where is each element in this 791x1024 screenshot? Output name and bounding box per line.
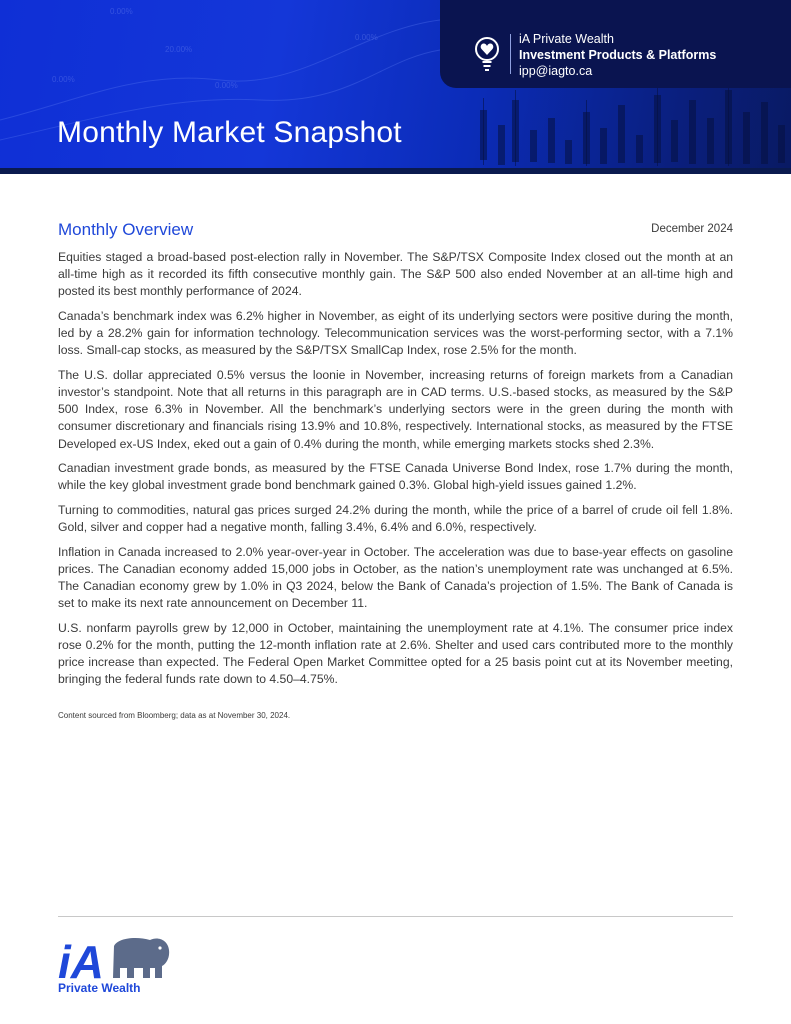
background-label: 0.00% (110, 7, 133, 16)
department-name: Investment Products & Platforms (519, 48, 717, 62)
company-name: iA Private Wealth (519, 32, 614, 46)
contact-email[interactable]: ipp@iagto.ca (519, 64, 593, 78)
paragraph: The U.S. dollar appreciated 0.5% versus the loonie in November, increasing returns of foreign markets from a Canadian investor’s standpoint. Note that all returns in this paragraph are in CAD terms. U.S.-based stocks, as measured by the S&P 500 Index, rose 6.3% in November. All the benchmark’s underlying sectors were in the green during the month with consumer discretionary and financials rising 13.9% and 10.8%, respectively. International stocks, as measured by the FTSE Developed ex-US Index, eked out a gain of 0.4% during the month, while emerging markets stocks shed 2.3%. (58, 367, 733, 451)
contact-info (519, 31, 716, 79)
paragraph: Equities staged a broad-based post-election rally in November. The S&P/TSX Composite Index closed out the month at an all-time high as it recorded its fifth consecutive monthly gain. The S&P 500 also ended November at an all-time high and posted its best monthly performance of 2024. (58, 250, 733, 299)
paragraph: Inflation in Canada increased to 2.0% year-over-year in October. The acceleration was due to base-year effects on gasoline prices. The Canadian economy added 15,000 jobs in October, as the nation’s unemployment rate was unchanged at 6.5%. The Canadian economy grew by 1.0% in Q3 2024, below the Bank of Canada’s projection of 1.5%. The Bank of Canada is set to make its next rate announcement on December 11. (58, 544, 733, 611)
overview-body (58, 249, 733, 696)
paragraph: Turning to commodities, natural gas prices surged 24.2% during the month, while the price of a barrel of crude oil fell 1.8%. Gold, silver and copper had a negative month, falling 3.4%, 6.4% and 6.0%, respectively. (58, 502, 733, 535)
background-label: 20.00% (165, 45, 193, 54)
logo-subtitle: Private Wealth (58, 981, 141, 995)
report-date: December 2024 (651, 223, 733, 235)
page-title: Monthly Market Snapshot (57, 116, 402, 149)
paragraph: Canada’s benchmark index was 6.2% higher in November, as eight of its underlying sectors were positive during the month, led by a 28.2% gain for information technology. Telecommunication services was the worst-performing sector, with a 7.1% loss. Small-cap stocks, as measured by the S&P/TSX SmallCap Index, rose 2.5% for the month. (58, 308, 733, 358)
background-label: 0.00% (52, 75, 75, 84)
header-banner (0, 0, 791, 172)
paragraph: Canadian investment grade bonds, as measured by the FTSE Canada Universe Bond Index, rose 1.7% during the month, while the key global investment grade bond benchmark gained 0.3%. Global high-yield issues gained 1.2%. (58, 461, 733, 493)
background-label: 0.00% (355, 33, 378, 42)
lightbulb-heart-icon (473, 35, 501, 73)
contact-divider (510, 34, 511, 74)
paragraph: U.S. nonfarm payrolls grew by 12,000 in October, maintaining the unemployment rate at 4.1%. The consumer price index rose 0.2% for the month, putting the 12-month inflation rate at 2.6%. Shelter and used cars contributed more to the monthly price increase than expected. The Federal Open Market Committee opted for a 25 basis point cut at its November meeting, bringing the federal funds rate down to 4.50–4.75%. (58, 620, 733, 687)
logo-text: iA (58, 936, 104, 988)
header-bottom-band (0, 168, 791, 174)
source-note: Content sourced from Bloomberg; data as at November 30, 2024. (58, 711, 291, 720)
section-heading: Monthly Overview (58, 220, 194, 239)
footer-divider (58, 916, 733, 917)
background-label: 0.00% (215, 81, 238, 90)
elephant-icon (113, 938, 169, 978)
